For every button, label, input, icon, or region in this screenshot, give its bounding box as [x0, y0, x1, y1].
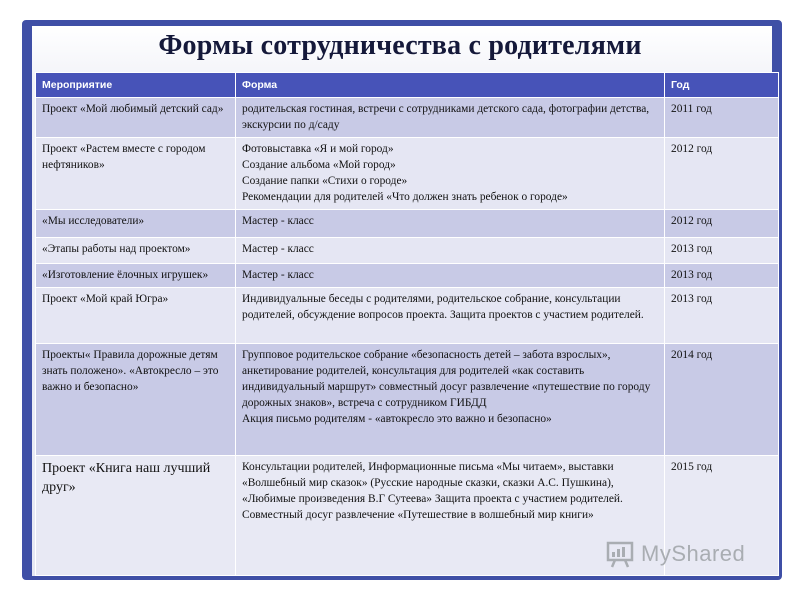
cell-form: Мастер - класс — [236, 264, 665, 288]
cell-year: 2013 год — [665, 288, 779, 344]
cell-year: 2013 год — [665, 238, 779, 264]
watermark — [605, 535, 765, 573]
cell-year: 2012 год — [665, 210, 779, 238]
table-row — [36, 138, 779, 210]
cell-year: 2012 год — [665, 138, 779, 210]
cell-event: Проект «Мой любимый детский сад» — [36, 98, 236, 138]
cell-year: 2013 год — [665, 264, 779, 288]
header-form: Форма — [236, 73, 665, 98]
header-event: Мероприятие — [36, 73, 236, 98]
cell-year: 2011 год — [665, 98, 779, 138]
header-year: Год — [665, 73, 779, 98]
cell-year: 2015 год — [665, 456, 779, 576]
cell-event: Проект «Мой край Югра» — [36, 288, 236, 344]
cell-event: «Этапы работы над проектом» — [36, 238, 236, 264]
slide-title: Формы сотрудничества с родителями — [158, 30, 642, 61]
table-row — [36, 238, 779, 264]
cell-event: «Изготовление ёлочных игрушек» — [36, 264, 236, 288]
table-row — [36, 98, 779, 138]
cell-form: Мастер - класс — [236, 210, 665, 238]
table-header-row — [36, 73, 779, 98]
presentation-board-icon — [605, 539, 635, 569]
cell-form: родительская гостиная, встречи с сотрудниками детского сада, фотографии детства, экскурсии по д/саду — [236, 98, 665, 138]
cell-form: Индивидуальные беседы с родителями, родительское собрание, консультации родителей, обсуждение вопросов проекта. Защита проектов с участием родителей. — [236, 288, 665, 344]
cooperation-table — [35, 72, 779, 576]
watermark-text: MyShared — [641, 541, 746, 566]
cell-event: Проект «Растем вместе с городом нефтяников» — [36, 138, 236, 210]
table-row — [36, 210, 779, 238]
cell-form: Групповое родительское собрание «безопасность детей – забота взрослых», анкетирование родителей, консультация для родителей «как составить индивидуальный маршрут» совместный досуг развлечение «путешествие по городу дорожных знаков», встреча с сотрудником ГИБДД Акция письмо родителям - «автокресло это важно и безопасно» — [236, 344, 665, 456]
cell-event: «Мы исследователи» — [36, 210, 236, 238]
table-row — [36, 344, 779, 456]
cell-form: Консультации родителей, Информационные письма «Мы читаем», выставки «Волшебный мир сказок» (Русские народные сказки, сказки А.С. Пушкина), «Любимые произведения В.Г Сутеева» Защита проекта с участием родителей. Совместный досуг развлечение «Путешествие в волшебный мир книги» — [236, 456, 665, 576]
table-row — [36, 264, 779, 288]
cell-year: 2014 год — [665, 344, 779, 456]
cell-event: Проект «Книга наш лучший друг» — [36, 456, 236, 576]
cell-form: Фотовыставка «Я и мой город» Создание альбома «Мой город» Создание папки «Стихи о городе» Рекомендации для родителей «Что должен знать ребенок о городе» — [236, 138, 665, 210]
table-row — [36, 288, 779, 344]
cell-form: Мастер - класс — [236, 238, 665, 264]
cell-event: Проекты« Правила дорожные детям знать положено». «Автокресло – это важно и безопасно» — [36, 344, 236, 456]
